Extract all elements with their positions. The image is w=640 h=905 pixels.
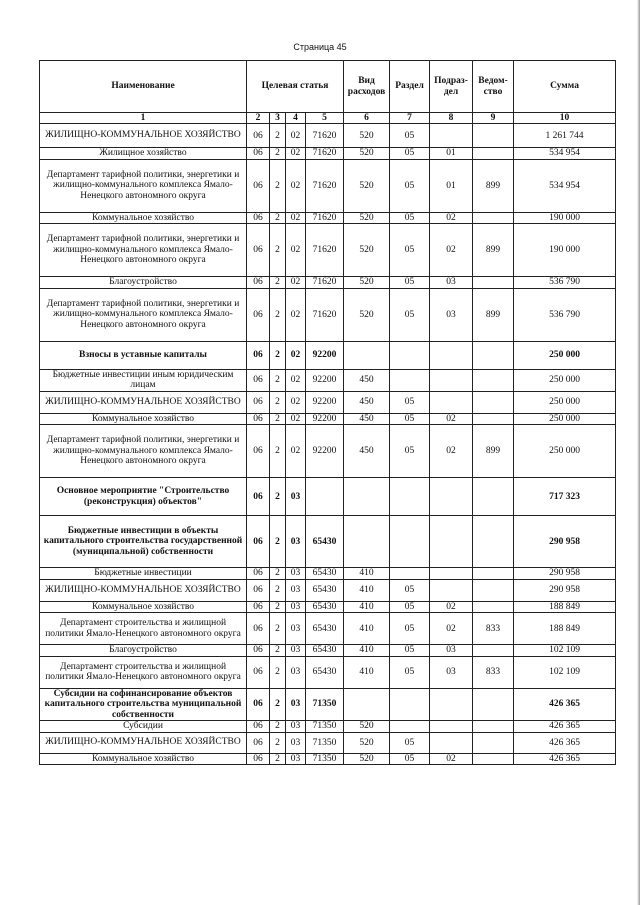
row-sum: 290 958 [514,579,616,601]
row-expense-type [344,478,390,516]
row-section: 05 [390,601,430,613]
column-number: 9 [473,113,514,124]
row-expense-type: 520 [344,212,390,224]
row-target-event: 02 [286,391,306,413]
row-section [390,478,430,516]
row-target-program: 06 [247,224,270,277]
row-expense-type: 410 [344,579,390,601]
row-target-program: 06 [247,413,270,425]
row-sum: 536 790 [514,277,616,289]
row-expense-type: 520 [344,732,390,753]
row-expense-type: 520 [344,148,390,160]
table-row [40,601,616,613]
row-section: 05 [390,753,430,765]
table-row [40,579,616,601]
row-target-subprogram: 2 [270,601,286,613]
row-name: Коммунальное хозяйство [40,753,247,765]
row-department [473,579,514,601]
table-row [40,688,616,721]
row-department [473,601,514,613]
row-name: Департамент тарифной политики, энергетики и жилищно-коммунального комплекса Ямало-Ненецкого автономного округа [40,288,247,341]
row-expense-type: 410 [344,613,390,645]
row-target-direction: 71620 [306,224,344,277]
table-row [40,224,616,277]
row-name: Основное мероприятие "Строительство (реконструкция) объектов" [40,478,247,516]
row-subsection [430,516,473,568]
column-number: 7 [390,113,430,124]
header-department: Ведом-ство [473,61,514,113]
row-target-program: 06 [247,601,270,613]
row-subsection: 03 [430,277,473,289]
row-section [390,516,430,568]
row-name: Бюджетные инвестиции иным юридическим лицам [40,369,247,391]
row-section: 05 [390,732,430,753]
row-expense-type: 520 [344,159,390,212]
row-section [390,568,430,580]
row-target-subprogram: 2 [270,425,286,478]
table-row [40,124,616,148]
row-name: Департамент строительства и жилищной политики Ямало-Ненецкого автономного округа [40,656,247,688]
row-name: Благоустройство [40,277,247,289]
row-section: 05 [390,159,430,212]
row-name: Субсидии на софинансирование объектов капитального строительства муниципальной собственности [40,688,247,721]
row-target-subprogram: 2 [270,579,286,601]
row-target-program: 06 [247,341,270,369]
row-section: 05 [390,212,430,224]
column-number: 8 [430,113,473,124]
row-subsection: 02 [430,601,473,613]
row-sum: 188 849 [514,601,616,613]
row-sum: 534 954 [514,148,616,160]
row-subsection: 02 [430,425,473,478]
row-subsection: 02 [430,413,473,425]
row-subsection: 02 [430,613,473,645]
column-number-row [40,113,616,124]
row-subsection [430,369,473,391]
row-department: 899 [473,159,514,212]
row-expense-type: 410 [344,656,390,688]
row-sum: 717 323 [514,478,616,516]
row-sum: 290 958 [514,568,616,580]
row-name: ЖИЛИЩНО-КОММУНАЛЬНОЕ ХОЗЯЙСТВО [40,579,247,601]
row-expense-type [344,341,390,369]
row-sum: 102 109 [514,645,616,657]
row-target-event: 03 [286,478,306,516]
row-department [473,369,514,391]
row-target-subprogram: 2 [270,341,286,369]
table-row [40,753,616,765]
row-target-program: 06 [247,613,270,645]
row-target-event: 02 [286,369,306,391]
row-department: 899 [473,425,514,478]
table-row [40,645,616,657]
row-target-subprogram: 2 [270,516,286,568]
row-sum: 290 958 [514,516,616,568]
row-target-subprogram: 2 [270,721,286,733]
table-row [40,732,616,753]
row-target-subprogram: 2 [270,688,286,721]
row-section: 05 [390,656,430,688]
table-body [40,124,616,765]
row-name: Бюджетные инвестиции [40,568,247,580]
row-section: 05 [390,277,430,289]
table-row [40,159,616,212]
row-subsection [430,391,473,413]
row-subsection: 02 [430,753,473,765]
row-sum: 250 000 [514,369,616,391]
column-number: 4 [286,113,306,124]
row-target-program: 06 [247,645,270,657]
row-department [473,732,514,753]
row-target-direction: 65430 [306,601,344,613]
row-target-direction: 65430 [306,613,344,645]
row-target-direction: 92200 [306,413,344,425]
row-section: 05 [390,124,430,148]
row-subsection: 03 [430,656,473,688]
row-section [390,721,430,733]
table-row [40,148,616,160]
row-target-direction: 65430 [306,516,344,568]
row-expense-type [344,688,390,721]
row-subsection: 01 [430,148,473,160]
row-name: Жилищное хозяйство [40,148,247,160]
row-expense-type: 450 [344,425,390,478]
column-number: 10 [514,113,616,124]
row-target-subprogram: 2 [270,391,286,413]
row-target-program: 06 [247,568,270,580]
row-sum: 426 365 [514,732,616,753]
row-name: Коммунальное хозяйство [40,413,247,425]
row-name: ЖИЛИЩНО-КОММУНАЛЬНОЕ ХОЗЯЙСТВО [40,124,247,148]
table-row [40,568,616,580]
row-target-subprogram: 2 [270,369,286,391]
row-target-program: 06 [247,516,270,568]
row-target-event: 03 [286,516,306,568]
header-sum: Сумма [514,61,616,113]
row-sum: 188 849 [514,613,616,645]
row-target-direction: 92200 [306,369,344,391]
table-row [40,288,616,341]
row-sum: 1 261 744 [514,124,616,148]
header-subsection: Подраз-дел [430,61,473,113]
row-department [473,391,514,413]
row-target-program: 06 [247,212,270,224]
row-expense-type: 520 [344,288,390,341]
row-target-subprogram: 2 [270,212,286,224]
row-target-direction: 92200 [306,425,344,478]
row-target-event: 02 [286,425,306,478]
column-number: 1 [40,113,247,124]
row-subsection [430,688,473,721]
row-target-subprogram: 2 [270,288,286,341]
row-name: Коммунальное хозяйство [40,601,247,613]
table-row [40,478,616,516]
row-sum: 250 000 [514,341,616,369]
row-target-program: 06 [247,277,270,289]
page-number: Страница 45 [293,42,347,52]
header-row [40,61,616,113]
row-target-direction: 71350 [306,721,344,733]
row-department [473,478,514,516]
row-target-direction: 71350 [306,753,344,765]
table-row [40,212,616,224]
row-sum: 190 000 [514,224,616,277]
row-target-event: 02 [286,288,306,341]
row-subsection: 02 [430,224,473,277]
row-expense-type: 410 [344,568,390,580]
row-target-subprogram: 2 [270,124,286,148]
column-number: 2 [247,113,270,124]
row-expense-type: 410 [344,645,390,657]
row-target-direction: 71620 [306,277,344,289]
row-target-subprogram: 2 [270,413,286,425]
row-name: Бюджетные инвестиции в объекты капитального строительства государственной (муниципальной) собственности [40,516,247,568]
row-name: Субсидии [40,721,247,733]
row-sum: 536 790 [514,288,616,341]
row-name: ЖИЛИЩНО-КОММУНАЛЬНОЕ ХОЗЯЙСТВО [40,732,247,753]
row-target-subprogram: 2 [270,148,286,160]
row-target-direction: 65430 [306,645,344,657]
header-target: Целевая статья [247,61,344,113]
row-name: ЖИЛИЩНО-КОММУНАЛЬНОЕ ХОЗЯЙСТВО [40,391,247,413]
row-target-event: 03 [286,579,306,601]
row-department [473,645,514,657]
row-subsection: 02 [430,212,473,224]
row-target-event: 02 [286,341,306,369]
row-target-program: 06 [247,732,270,753]
table-row [40,516,616,568]
row-section [390,341,430,369]
row-department [473,516,514,568]
budget-table [39,60,616,765]
row-department: 899 [473,224,514,277]
row-expense-type [344,516,390,568]
row-section [390,369,430,391]
row-target-direction: 71350 [306,732,344,753]
row-section: 05 [390,224,430,277]
row-subsection: 01 [430,159,473,212]
row-target-subprogram: 2 [270,656,286,688]
row-name: Благоустройство [40,645,247,657]
row-target-program: 06 [247,579,270,601]
row-target-event: 02 [286,212,306,224]
row-target-program: 06 [247,478,270,516]
row-target-event: 03 [286,656,306,688]
row-subsection [430,568,473,580]
row-target-program: 06 [247,148,270,160]
row-target-program: 06 [247,656,270,688]
row-expense-type: 450 [344,391,390,413]
row-target-program: 06 [247,753,270,765]
row-expense-type: 450 [344,369,390,391]
table-row [40,369,616,391]
row-section: 05 [390,288,430,341]
row-target-event: 02 [286,277,306,289]
row-target-program: 06 [247,391,270,413]
row-target-program: 06 [247,369,270,391]
row-section: 05 [390,579,430,601]
row-target-direction: 71620 [306,212,344,224]
row-subsection [430,341,473,369]
row-section [390,688,430,721]
table-row [40,341,616,369]
row-target-event: 03 [286,601,306,613]
row-department [473,568,514,580]
row-subsection [430,732,473,753]
row-target-subprogram: 2 [270,224,286,277]
row-target-direction: 71620 [306,148,344,160]
row-expense-type: 450 [344,413,390,425]
row-target-direction: 65430 [306,656,344,688]
table-row [40,721,616,733]
row-target-event: 03 [286,568,306,580]
row-target-direction: 71620 [306,288,344,341]
row-target-direction: 71350 [306,688,344,721]
row-expense-type: 520 [344,224,390,277]
row-section: 05 [390,645,430,657]
table-row [40,425,616,478]
row-expense-type: 520 [344,753,390,765]
row-sum: 426 365 [514,721,616,733]
row-subsection [430,721,473,733]
row-sum: 426 365 [514,753,616,765]
row-sum: 534 954 [514,159,616,212]
row-target-event: 02 [286,413,306,425]
row-subsection: 03 [430,288,473,341]
row-department: 899 [473,288,514,341]
row-name: Взносы в уставные капиталы [40,341,247,369]
column-number: 6 [344,113,390,124]
row-target-subprogram: 2 [270,645,286,657]
row-target-subprogram: 2 [270,159,286,212]
row-name: Коммунальное хозяйство [40,212,247,224]
column-number: 5 [306,113,344,124]
table-row [40,656,616,688]
row-target-subprogram: 2 [270,732,286,753]
row-target-event: 03 [286,613,306,645]
row-target-direction: 71620 [306,124,344,148]
row-name: Департамент строительства и жилищной политики Ямало-Ненецкого автономного округа [40,613,247,645]
row-department [473,341,514,369]
row-subsection: 03 [430,645,473,657]
row-section: 05 [390,425,430,478]
row-target-event: 03 [286,721,306,733]
row-section: 05 [390,613,430,645]
table-row [40,391,616,413]
row-target-program: 06 [247,425,270,478]
row-target-event: 02 [286,148,306,160]
row-target-program: 06 [247,124,270,148]
row-target-event: 03 [286,645,306,657]
row-target-subprogram: 2 [270,753,286,765]
row-name: Департамент тарифной политики, энергетики и жилищно-коммунального комплекса Ямало-Ненецкого автономного округа [40,425,247,478]
row-target-event: 03 [286,753,306,765]
row-expense-type: 520 [344,124,390,148]
row-section: 05 [390,413,430,425]
row-department [473,413,514,425]
row-department: 833 [473,613,514,645]
row-target-direction: 71620 [306,159,344,212]
row-section: 05 [390,391,430,413]
row-department [473,721,514,733]
row-department [473,148,514,160]
row-target-subprogram: 2 [270,568,286,580]
row-sum: 426 365 [514,688,616,721]
row-sum: 250 000 [514,425,616,478]
row-department [473,277,514,289]
row-target-program: 06 [247,288,270,341]
row-sum: 250 000 [514,391,616,413]
row-department [473,124,514,148]
row-target-subprogram: 2 [270,478,286,516]
row-target-direction: 65430 [306,568,344,580]
row-name: Департамент тарифной политики, энергетики и жилищно-коммунального комплекса Ямало-Ненецкого автономного округа [40,224,247,277]
row-expense-type: 520 [344,721,390,733]
row-target-event: 03 [286,732,306,753]
row-target-event: 03 [286,688,306,721]
row-target-direction: 92200 [306,341,344,369]
row-department [473,753,514,765]
header-section: Раздел [390,61,430,113]
row-target-program: 06 [247,688,270,721]
row-target-subprogram: 2 [270,613,286,645]
row-sum: 102 109 [514,656,616,688]
row-subsection [430,478,473,516]
row-target-direction [306,478,344,516]
header-expense-type: Вид расходов [344,61,390,113]
row-target-event: 02 [286,224,306,277]
table-row [40,277,616,289]
row-sum: 250 000 [514,413,616,425]
header-name: Наименование [40,61,247,113]
row-target-subprogram: 2 [270,277,286,289]
table-row [40,413,616,425]
row-subsection [430,579,473,601]
row-sum: 190 000 [514,212,616,224]
row-target-direction: 92200 [306,391,344,413]
row-section: 05 [390,148,430,160]
row-department [473,688,514,721]
row-name: Департамент тарифной политики, энергетики и жилищно-коммунального комплекса Ямало-Ненецкого автономного округа [40,159,247,212]
row-target-event: 02 [286,159,306,212]
row-department: 833 [473,656,514,688]
row-target-program: 06 [247,721,270,733]
row-department [473,212,514,224]
row-subsection [430,124,473,148]
table-row [40,613,616,645]
row-target-event: 02 [286,124,306,148]
row-target-direction: 65430 [306,579,344,601]
row-expense-type: 410 [344,601,390,613]
column-number: 3 [270,113,286,124]
row-target-program: 06 [247,159,270,212]
row-expense-type: 520 [344,277,390,289]
